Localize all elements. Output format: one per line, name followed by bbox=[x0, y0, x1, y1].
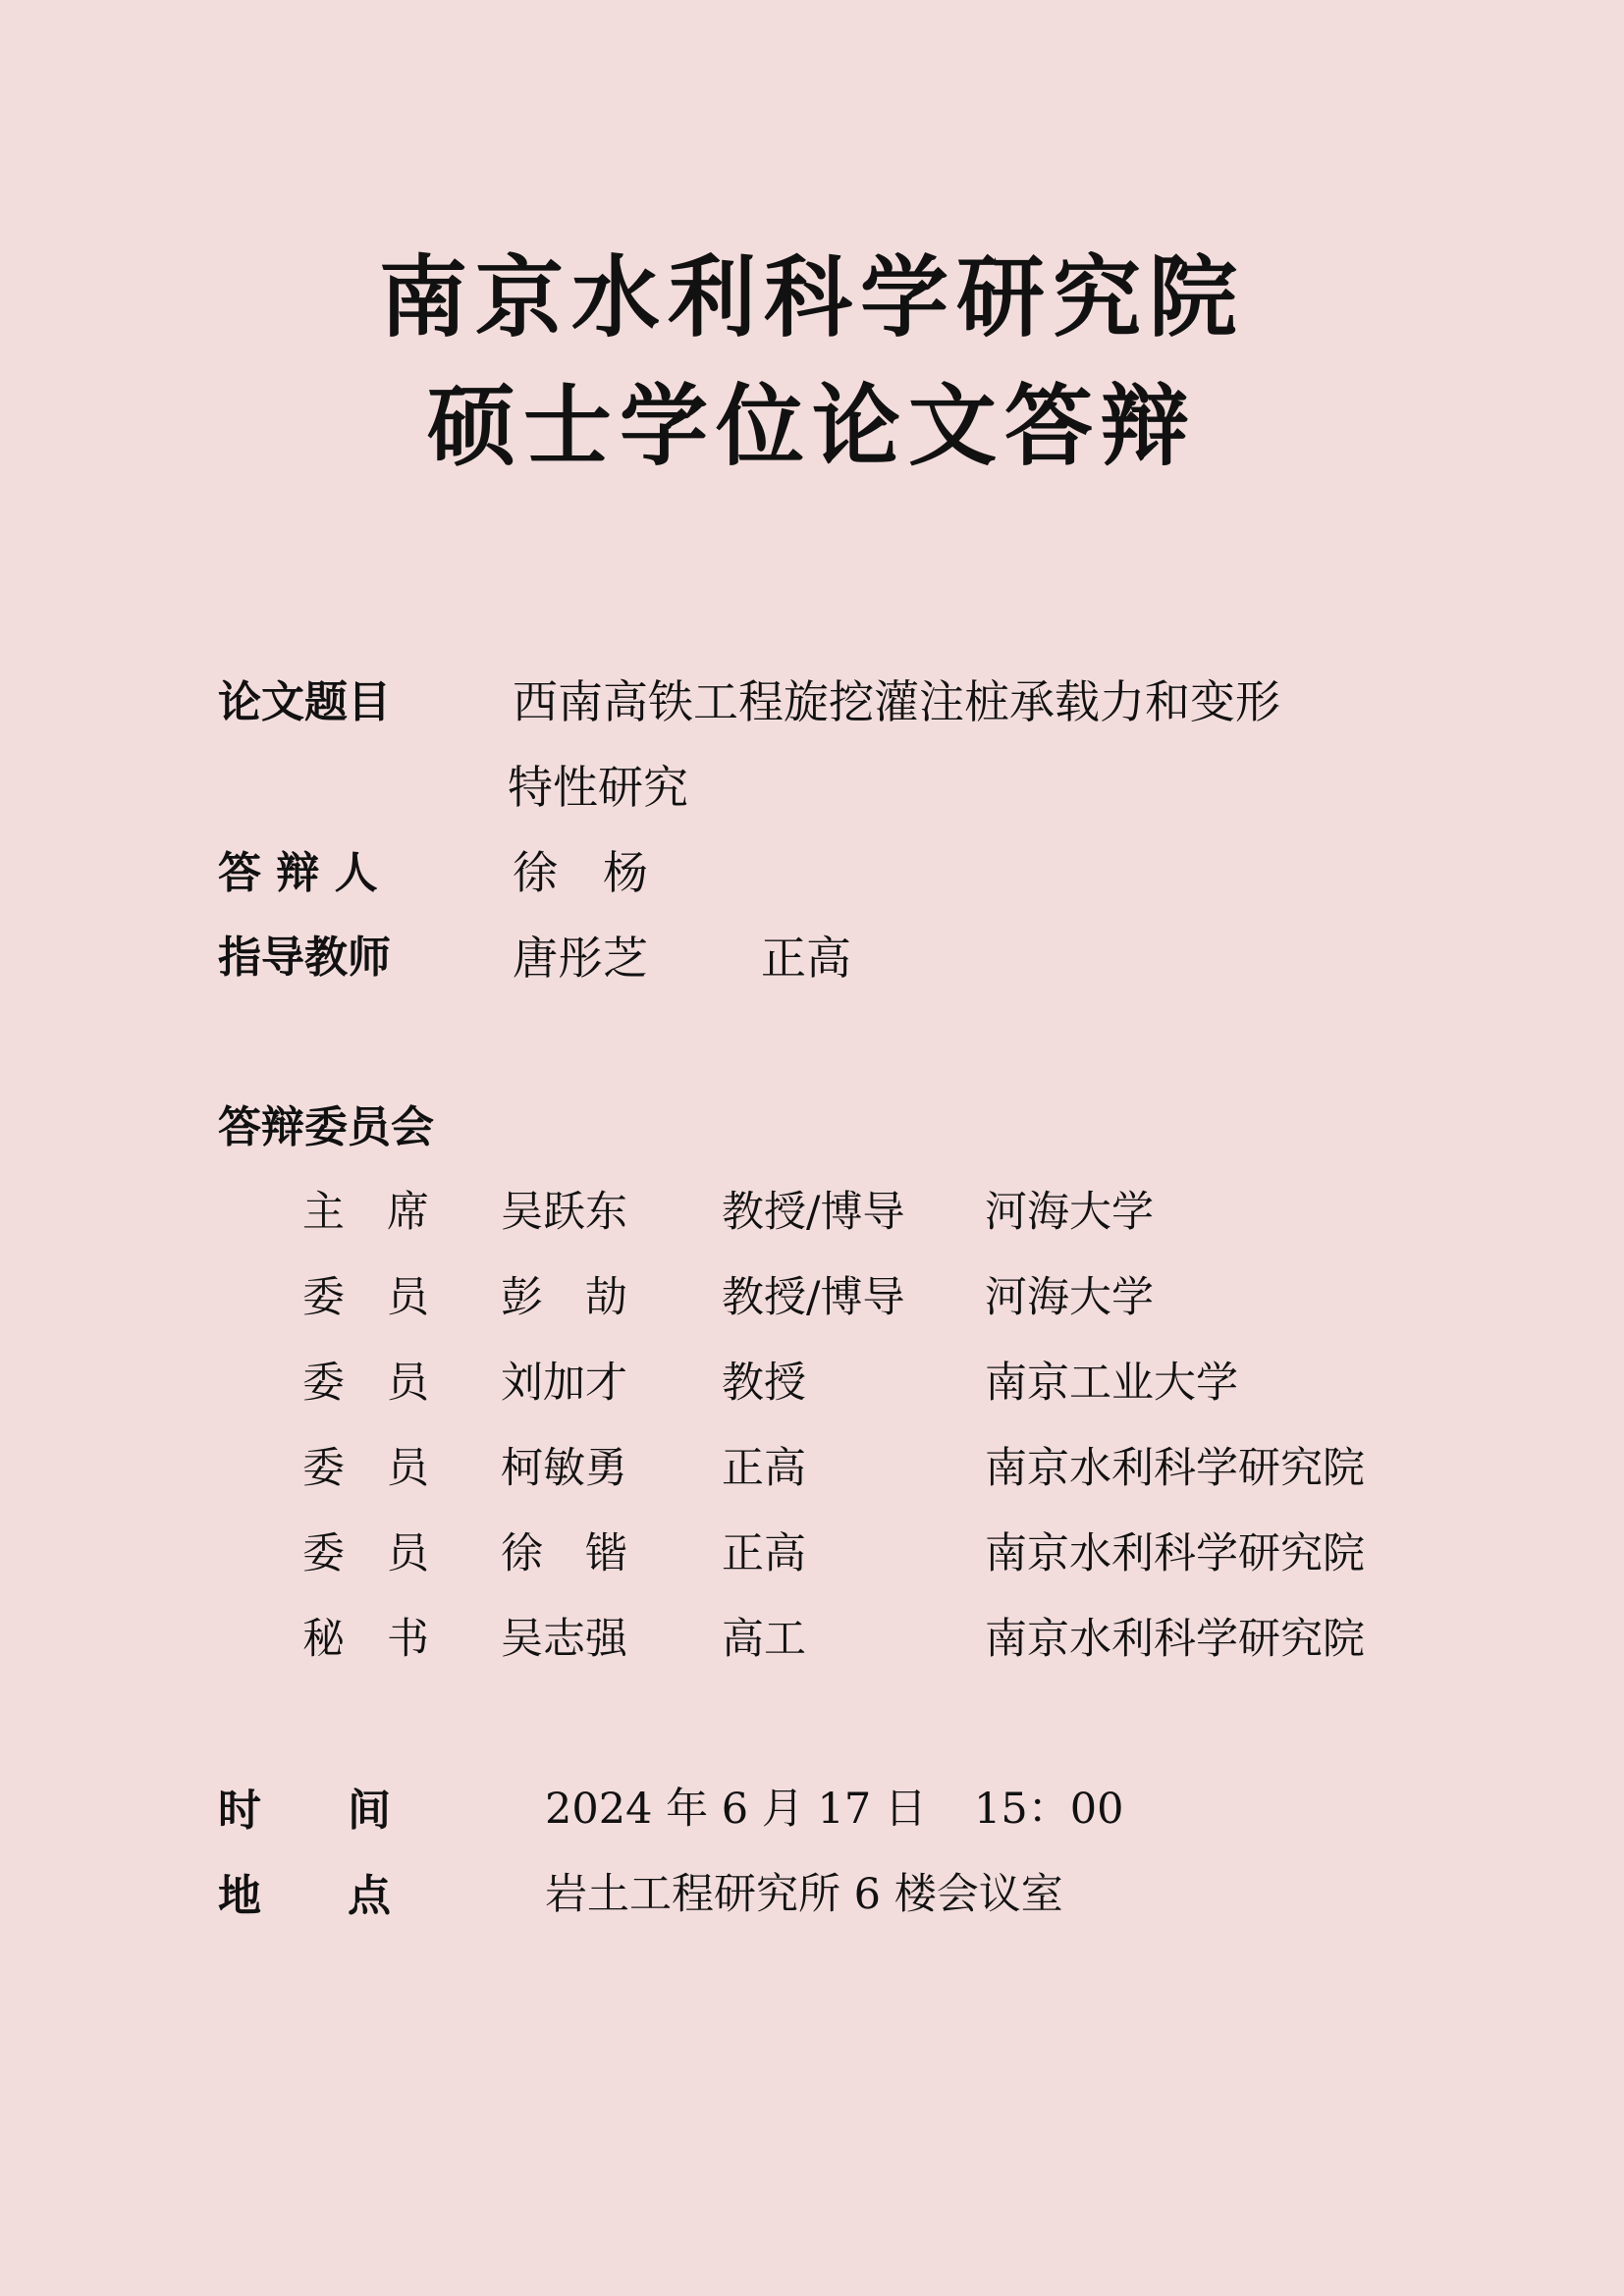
member-org: 南京水利科学研究院 bbox=[985, 1615, 1365, 1664]
defense-place: 岩土工程研究所 6 楼会议室 bbox=[545, 1870, 1063, 1919]
member-title: 教授 bbox=[722, 1359, 806, 1408]
topic-value-line1: 西南高铁工程旋挖灌注桩承载力和变形 bbox=[513, 675, 1280, 728]
member-title: 教授/博导 bbox=[722, 1273, 905, 1322]
committee-heading: 答辩委员会 bbox=[218, 1102, 434, 1152]
member-name: 吴跃东 bbox=[501, 1188, 627, 1237]
defender-label: 答 辩 人 bbox=[218, 848, 378, 898]
member-name: 吴志强 bbox=[501, 1615, 627, 1664]
defense-title: 硕士学位论文答辩 bbox=[427, 374, 1197, 478]
member-name: 徐 锴 bbox=[501, 1529, 627, 1578]
defense-clock: 15：00 bbox=[974, 1785, 1124, 1834]
member-org: 南京水利科学研究院 bbox=[985, 1444, 1365, 1493]
member-name: 彭 劼 bbox=[501, 1273, 627, 1322]
member-role: 委 员 bbox=[302, 1359, 429, 1408]
advisor-title: 正高 bbox=[761, 932, 851, 985]
institute-title: 南京水利科学研究院 bbox=[379, 245, 1245, 349]
member-role: 委 员 bbox=[302, 1444, 429, 1493]
advisor-label: 指导教师 bbox=[218, 933, 391, 983]
defender-name: 徐 杨 bbox=[513, 846, 648, 899]
defense-date: 2024 年 6 月 17 日 bbox=[545, 1785, 927, 1834]
member-org: 南京工业大学 bbox=[985, 1359, 1238, 1408]
member-name: 刘加才 bbox=[501, 1359, 627, 1408]
member-title: 正高 bbox=[722, 1529, 806, 1578]
topic-label: 论文题目 bbox=[218, 677, 391, 727]
topic-value-line2: 特性研究 bbox=[508, 761, 688, 814]
member-title: 高工 bbox=[722, 1615, 806, 1664]
time-label: 时 间 bbox=[218, 1786, 391, 1836]
member-role: 主 席 bbox=[302, 1188, 429, 1237]
member-role: 秘 书 bbox=[302, 1615, 429, 1664]
member-title: 正高 bbox=[722, 1444, 806, 1493]
member-name: 柯敏勇 bbox=[501, 1444, 627, 1493]
member-role: 委 员 bbox=[302, 1273, 429, 1322]
member-title: 教授/博导 bbox=[722, 1188, 905, 1237]
advisor-name: 唐彤芝 bbox=[513, 932, 648, 985]
place-label: 地 点 bbox=[218, 1871, 391, 1921]
member-org: 河海大学 bbox=[985, 1188, 1154, 1237]
member-org: 河海大学 bbox=[985, 1273, 1154, 1322]
member-org: 南京水利科学研究院 bbox=[985, 1529, 1365, 1578]
member-role: 委 员 bbox=[302, 1529, 429, 1578]
